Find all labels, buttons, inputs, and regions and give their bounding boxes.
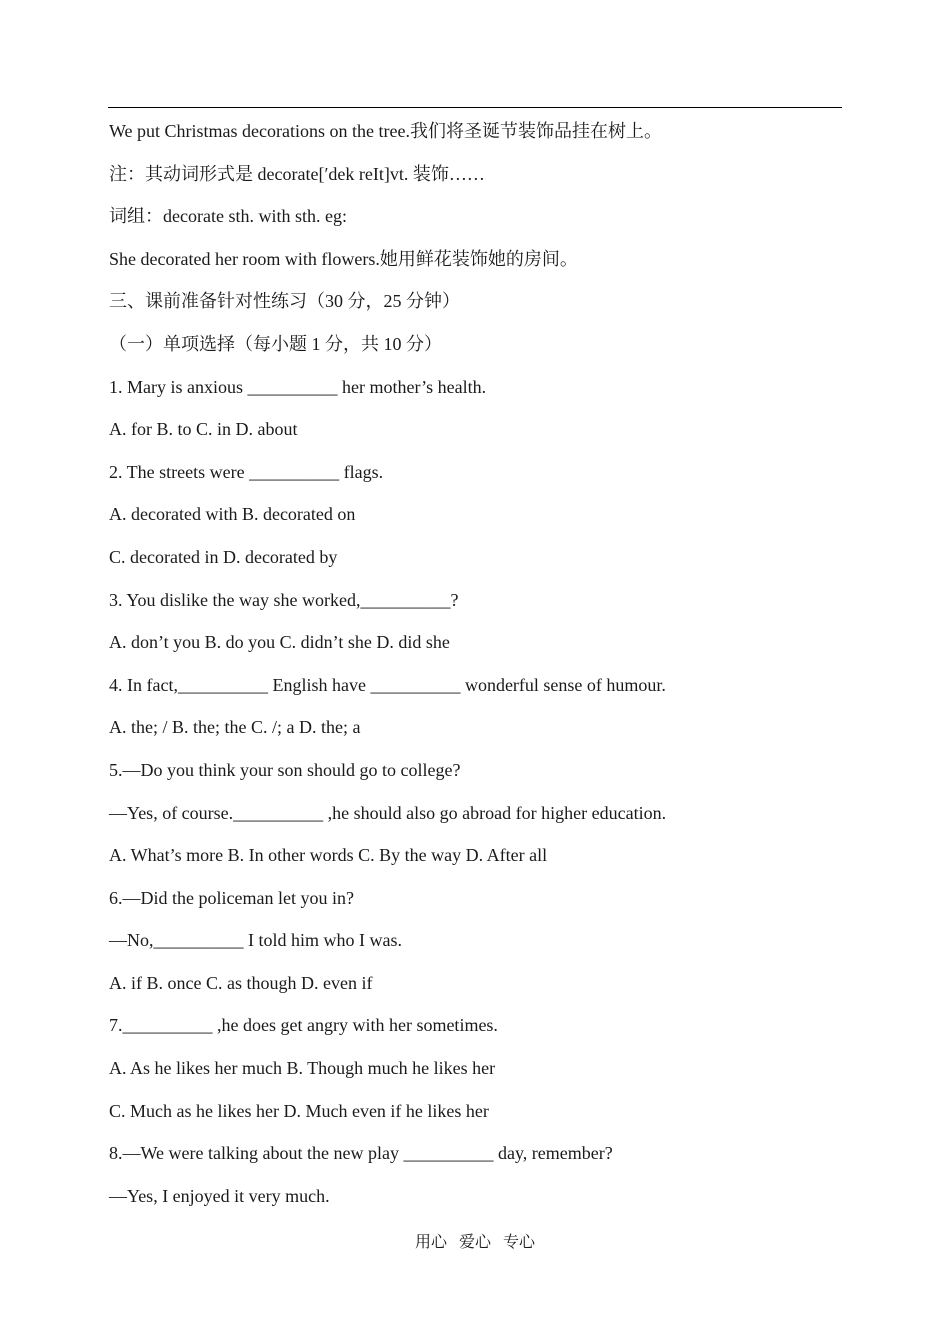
section-heading: 三、课前准备针对性练习（30 分，25 分钟）	[109, 291, 460, 312]
question-6: 6.—Did the policeman let you in?	[109, 887, 354, 908]
question-4: 4. In fact,__________ English have __________ wonderful sense of humour.	[109, 674, 666, 695]
example-sentence: We put Christmas decorations on the tree.我们将圣诞节装饰品挂在树上。	[109, 121, 662, 141]
question-7-options: C. Much as he likes her D. Much even if he likes her	[109, 1100, 489, 1121]
subsection-heading: （一）单项选择（每小题 1 分，共 10 分）	[109, 333, 442, 354]
document-body	[109, 117, 849, 1224]
question-5-options: A. What’s more B. In other words C. By the way D. After all	[109, 845, 548, 866]
question-5: —Yes, of course.__________ ,he should also go abroad for higher education.	[109, 802, 667, 823]
question-2: 2. The streets were __________ flags.	[109, 461, 384, 482]
question-8: —Yes, I enjoyed it very much.	[109, 1185, 330, 1206]
question-2-options: A. decorated with B. decorated on	[109, 504, 356, 525]
question-6-options: A. if B. once C. as though D. even if	[109, 972, 373, 993]
question-6: —No,__________ I told him who I was.	[109, 930, 402, 951]
phrase-line: 词组：decorate sth. with sth. eg:	[109, 206, 347, 227]
question-7: 7.__________ ,he does get angry with her sometimes.	[109, 1015, 498, 1036]
note-line: 注：其动词形式是 decorate[′dek reIt]vt. 装饰……	[109, 163, 485, 184]
question-1: 1. Mary is anxious __________ her mother’s health.	[109, 376, 487, 397]
question-3: 3. You dislike the way she worked,__________?	[109, 589, 459, 610]
question-8: 8.—We were talking about the new play __________ day, remember?	[109, 1143, 613, 1164]
question-4-options: A. the; / B. the; the C. /; a D. the; a	[109, 717, 361, 738]
page-footer: 用心 爱心 专心	[414, 1234, 535, 1251]
question-2-options: C. decorated in D. decorated by	[109, 546, 338, 567]
header-rule	[108, 107, 842, 108]
example-sentence: She decorated her room with flowers.她用鲜花装饰她的房间。	[109, 248, 578, 269]
question-3-options: A. don’t you B. do you C. didn’t she D. did she	[109, 632, 450, 653]
question-7-options: A. As he likes her much B. Though much he likes her	[109, 1058, 496, 1079]
question-1-options: A. for B. to C. in D. about	[109, 419, 298, 440]
question-5: 5.—Do you think your son should go to college?	[109, 759, 461, 780]
